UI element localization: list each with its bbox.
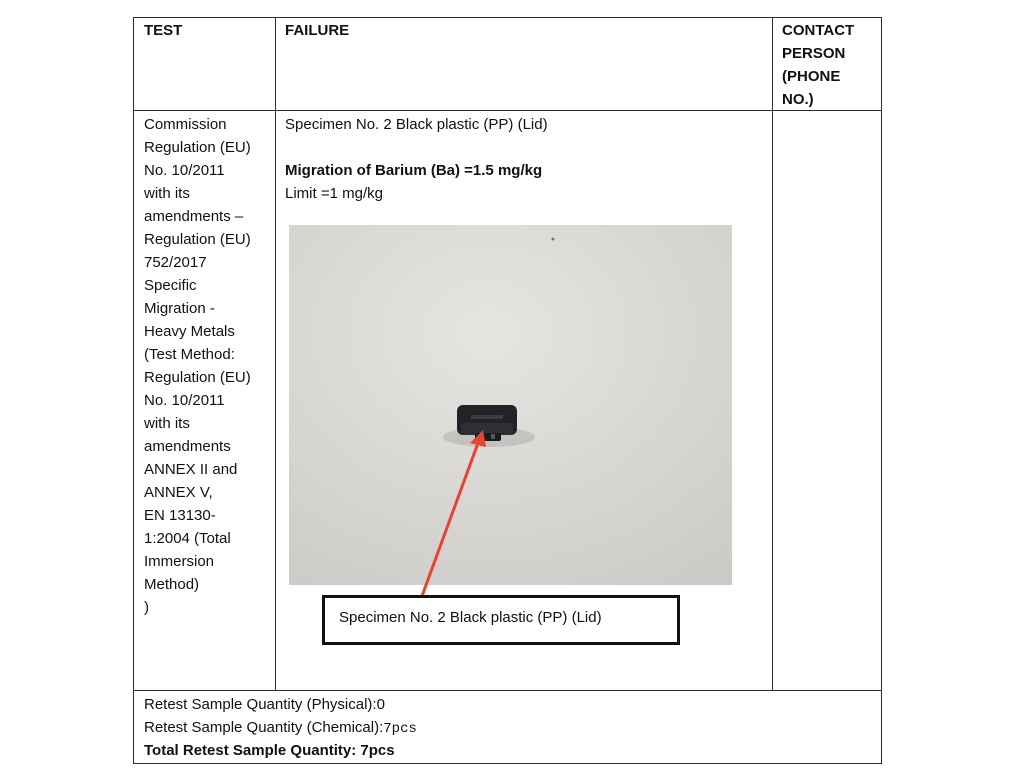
footer-divider: [133, 690, 882, 691]
header-contact-line: (PHONE: [782, 68, 841, 85]
test-line: ): [144, 599, 149, 616]
test-line: Specific: [144, 277, 197, 294]
header-contact-line: NO.): [782, 91, 814, 108]
column-divider-2: [772, 17, 773, 691]
test-line: amendments: [144, 438, 231, 455]
table-border-right: [881, 17, 882, 764]
header-contact-line: CONTACT: [782, 22, 855, 39]
retest-total: Total Retest Sample Quantity: 7pcs: [144, 742, 395, 759]
retest-chemical-label: Retest Sample Quantity (Chemical):: [144, 719, 384, 736]
header-test: TEST: [144, 22, 183, 39]
test-line: 752/2017: [144, 254, 207, 271]
specimen-photo: [289, 225, 732, 585]
test-line: Heavy Metals: [144, 323, 235, 340]
migration-result: Migration of Barium (Ba) =1.5 mg/kg: [285, 162, 543, 179]
test-line: ANNEX V,: [144, 484, 213, 501]
test-line: Regulation (EU): [144, 139, 251, 156]
test-line: ANNEX II and: [144, 461, 238, 478]
test-line: Migration -: [144, 300, 215, 317]
test-line: Regulation (EU): [144, 231, 251, 248]
header-divider: [133, 110, 882, 111]
test-description: [144, 113, 251, 619]
table-border-left: [133, 17, 134, 764]
specimen-name: Specimen No. 2 Black plastic (PP) (Lid): [285, 116, 548, 133]
test-line: Commission: [144, 116, 227, 133]
header-contact-line: PERSON: [782, 45, 846, 62]
specimen-callout-label: Specimen No. 2 Black plastic (PP) (Lid): [339, 609, 602, 626]
retest-chemical: [144, 716, 417, 741]
test-line: EN 13130-: [144, 507, 216, 524]
migration-limit: Limit =1 mg/kg: [285, 185, 383, 202]
test-line: amendments –: [144, 208, 244, 225]
test-line: No. 10/2011: [144, 162, 225, 179]
test-line: Method): [144, 576, 200, 593]
table-border-bottom: [133, 763, 882, 764]
lid-illustration: [289, 225, 732, 585]
header-contact: [782, 19, 854, 111]
test-line: No. 10/2011: [144, 392, 225, 409]
table-border-top: [133, 17, 882, 18]
retest-physical: Retest Sample Quantity (Physical):0: [144, 696, 385, 713]
test-line: (Test Method:: [144, 346, 235, 363]
test-line: Regulation (EU): [144, 369, 251, 386]
column-divider-1: [275, 17, 276, 691]
test-line: 1:2004 (Total: [144, 530, 231, 547]
test-line: with its: [144, 415, 190, 432]
test-line: Immersion: [144, 553, 215, 570]
test-line: with its: [144, 185, 190, 202]
header-failure: FAILURE: [285, 22, 350, 39]
specimen-callout-box: [322, 595, 680, 645]
retest-chemical-value: 7pcs: [383, 721, 417, 737]
